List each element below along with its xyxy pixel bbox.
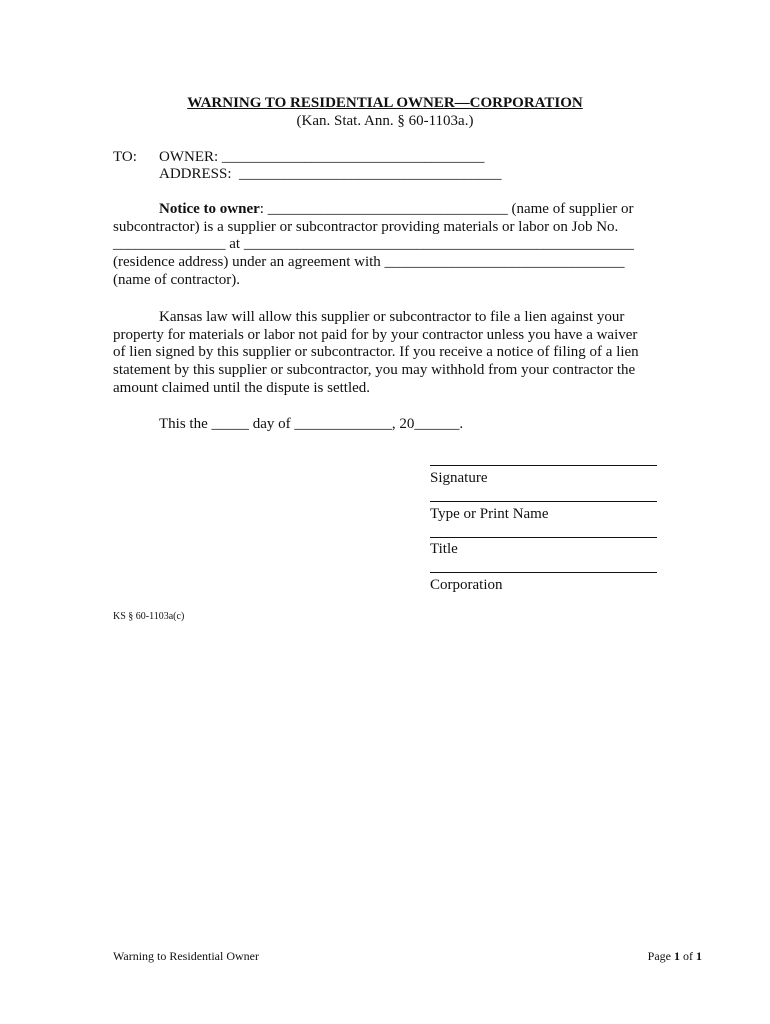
notice-paragraph [113, 201, 645, 290]
to-label: TO: [113, 149, 137, 165]
statute-citation: (Kan. Stat. Ann. § 60-1103a.) [296, 113, 474, 129]
page-total: 1 [696, 949, 702, 963]
corporation-label: Corporation [430, 577, 503, 593]
law-text: Kansas law will allow this supplier or subcontractor to file a lien against your property for materials or labor not paid for by your contractor unless you have a waiver of lien signed by this supplier or subcontractor. If you receive a notice of filing of a lien statement by this supplier or subcontractor, you may withhold from your contractor the amount claimed until the dispute is settled. [113, 309, 639, 396]
signature-line [430, 465, 657, 466]
footer-document-name: Warning to Residential Owner [113, 949, 259, 963]
signature-label: Signature [430, 470, 488, 486]
document-title: WARNING TO RESIDENTIAL OWNER—CORPORATION [187, 95, 583, 111]
page-current: 1 [674, 949, 680, 963]
address-line: ADDRESS: ___________________________________ [159, 166, 502, 182]
title-line [430, 537, 657, 538]
law-paragraph [113, 309, 645, 398]
name-label: Type or Print Name [430, 506, 549, 522]
corporation-line [430, 572, 657, 573]
footer-page-number [648, 949, 702, 963]
name-line [430, 501, 657, 502]
date-line: This the _____ day of _____________, 20______. [159, 416, 464, 432]
page-of: of [680, 949, 696, 963]
statute-reference: KS § 60-1103a(c) [113, 611, 185, 622]
page-prefix: Page [647, 949, 674, 963]
owner-line: OWNER: ___________________________________ [159, 149, 485, 165]
notice-body: : ________________________________ (name of supplier or subcontractor) is a supplier or subcontractor providing materials or labor on Job No. _______________ at ____________________________________________________ (residence address) under an agreement with ________________________________ (name of contractor). [113, 201, 634, 288]
notice-heading: Notice to owner [159, 201, 260, 217]
title-label: Title [430, 541, 458, 557]
